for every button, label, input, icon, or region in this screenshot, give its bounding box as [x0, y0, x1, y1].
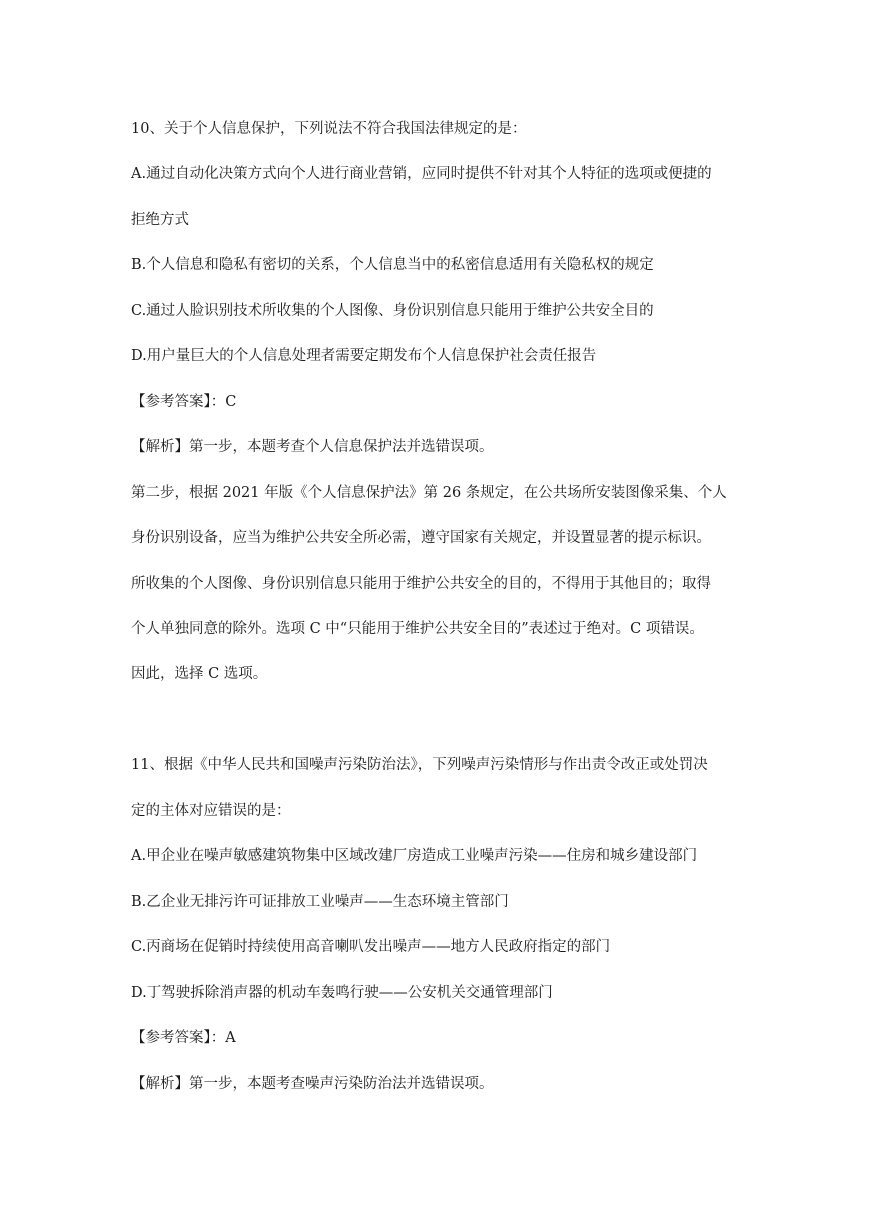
- question-10-analysis-step2-cont2: 所收集的个人图像、身份识别信息只能用于维护公共安全的目的，不得用于其他目的；取得: [131, 576, 711, 592]
- question-10-analysis-step2-cont3: 个人单独同意的除外。选项 C 中“只能用于维护公共安全目的”表述过于绝对。C 项错误。: [131, 621, 704, 637]
- question-10-option-a-continued: 拒绝方式: [131, 212, 189, 228]
- question-10-analysis: 【解析】第一步，本题考查个人信息保护法并选错误项。: [131, 439, 494, 455]
- question-11-option-c: C.丙商场在促销时持续使用高音喇叭发出噪声——地方人民政府指定的部门: [131, 939, 611, 955]
- question-10-option-b: B.个人信息和隐私有密切的关系，个人信息当中的私密信息适用有关隐私权的规定: [131, 257, 654, 273]
- question-11-stem-continued: 定的主体对应错误的是：: [131, 803, 291, 819]
- question-10-answer: 【参考答案】：C: [131, 394, 237, 410]
- question-10-conclusion: 因此，选择 C 选项。: [131, 666, 268, 682]
- question-11-analysis: 【解析】第一步，本题考查噪声污染防治法并选错误项。: [131, 1076, 494, 1092]
- question-10-stem: 10、关于个人信息保护，下列说法不符合我国法律规定的是：: [131, 121, 527, 137]
- question-11-answer: 【参考答案】：A: [131, 1030, 236, 1046]
- question-10-analysis-step2-cont1: 身份识别设备，应当为维护公共安全所必需，遵守国家有关规定，并设置显著的提示标识。: [131, 530, 711, 546]
- question-11-option-b: B.乙企业无排污许可证排放工业噪声——生态环境主管部门: [131, 894, 509, 910]
- question-10-analysis-step2: 第二步，根据 2021 年版《个人信息保护法》第 26 条规定，在公共场所安装图像采集、个人: [131, 485, 727, 501]
- question-10-option-d: D.用户量巨大的个人信息处理者需要定期发布个人信息保护社会责任报告: [131, 348, 597, 364]
- question-10-option-a: A.通过自动化决策方式向个人进行商业营销，应同时提供不针对其个人特征的选项或便捷的: [131, 166, 712, 182]
- question-11-option-a: A.甲企业在噪声敏感建筑物集中区域改建厂房造成工业噪声污染——住房和城乡建设部门: [131, 848, 698, 864]
- question-10-option-c: C.通过人脸识别技术所收集的个人图像、身份识别信息只能用于维护公共安全目的: [131, 303, 654, 319]
- question-11-option-d: D.丁驾驶拆除消声器的机动车轰鸣行驶——公安机关交通管理部门: [131, 985, 553, 1001]
- question-11-stem: 11、根据《中华人民共和国噪声污染防治法》，下列噪声污染情形与作出责令改正或处罚决: [131, 757, 708, 773]
